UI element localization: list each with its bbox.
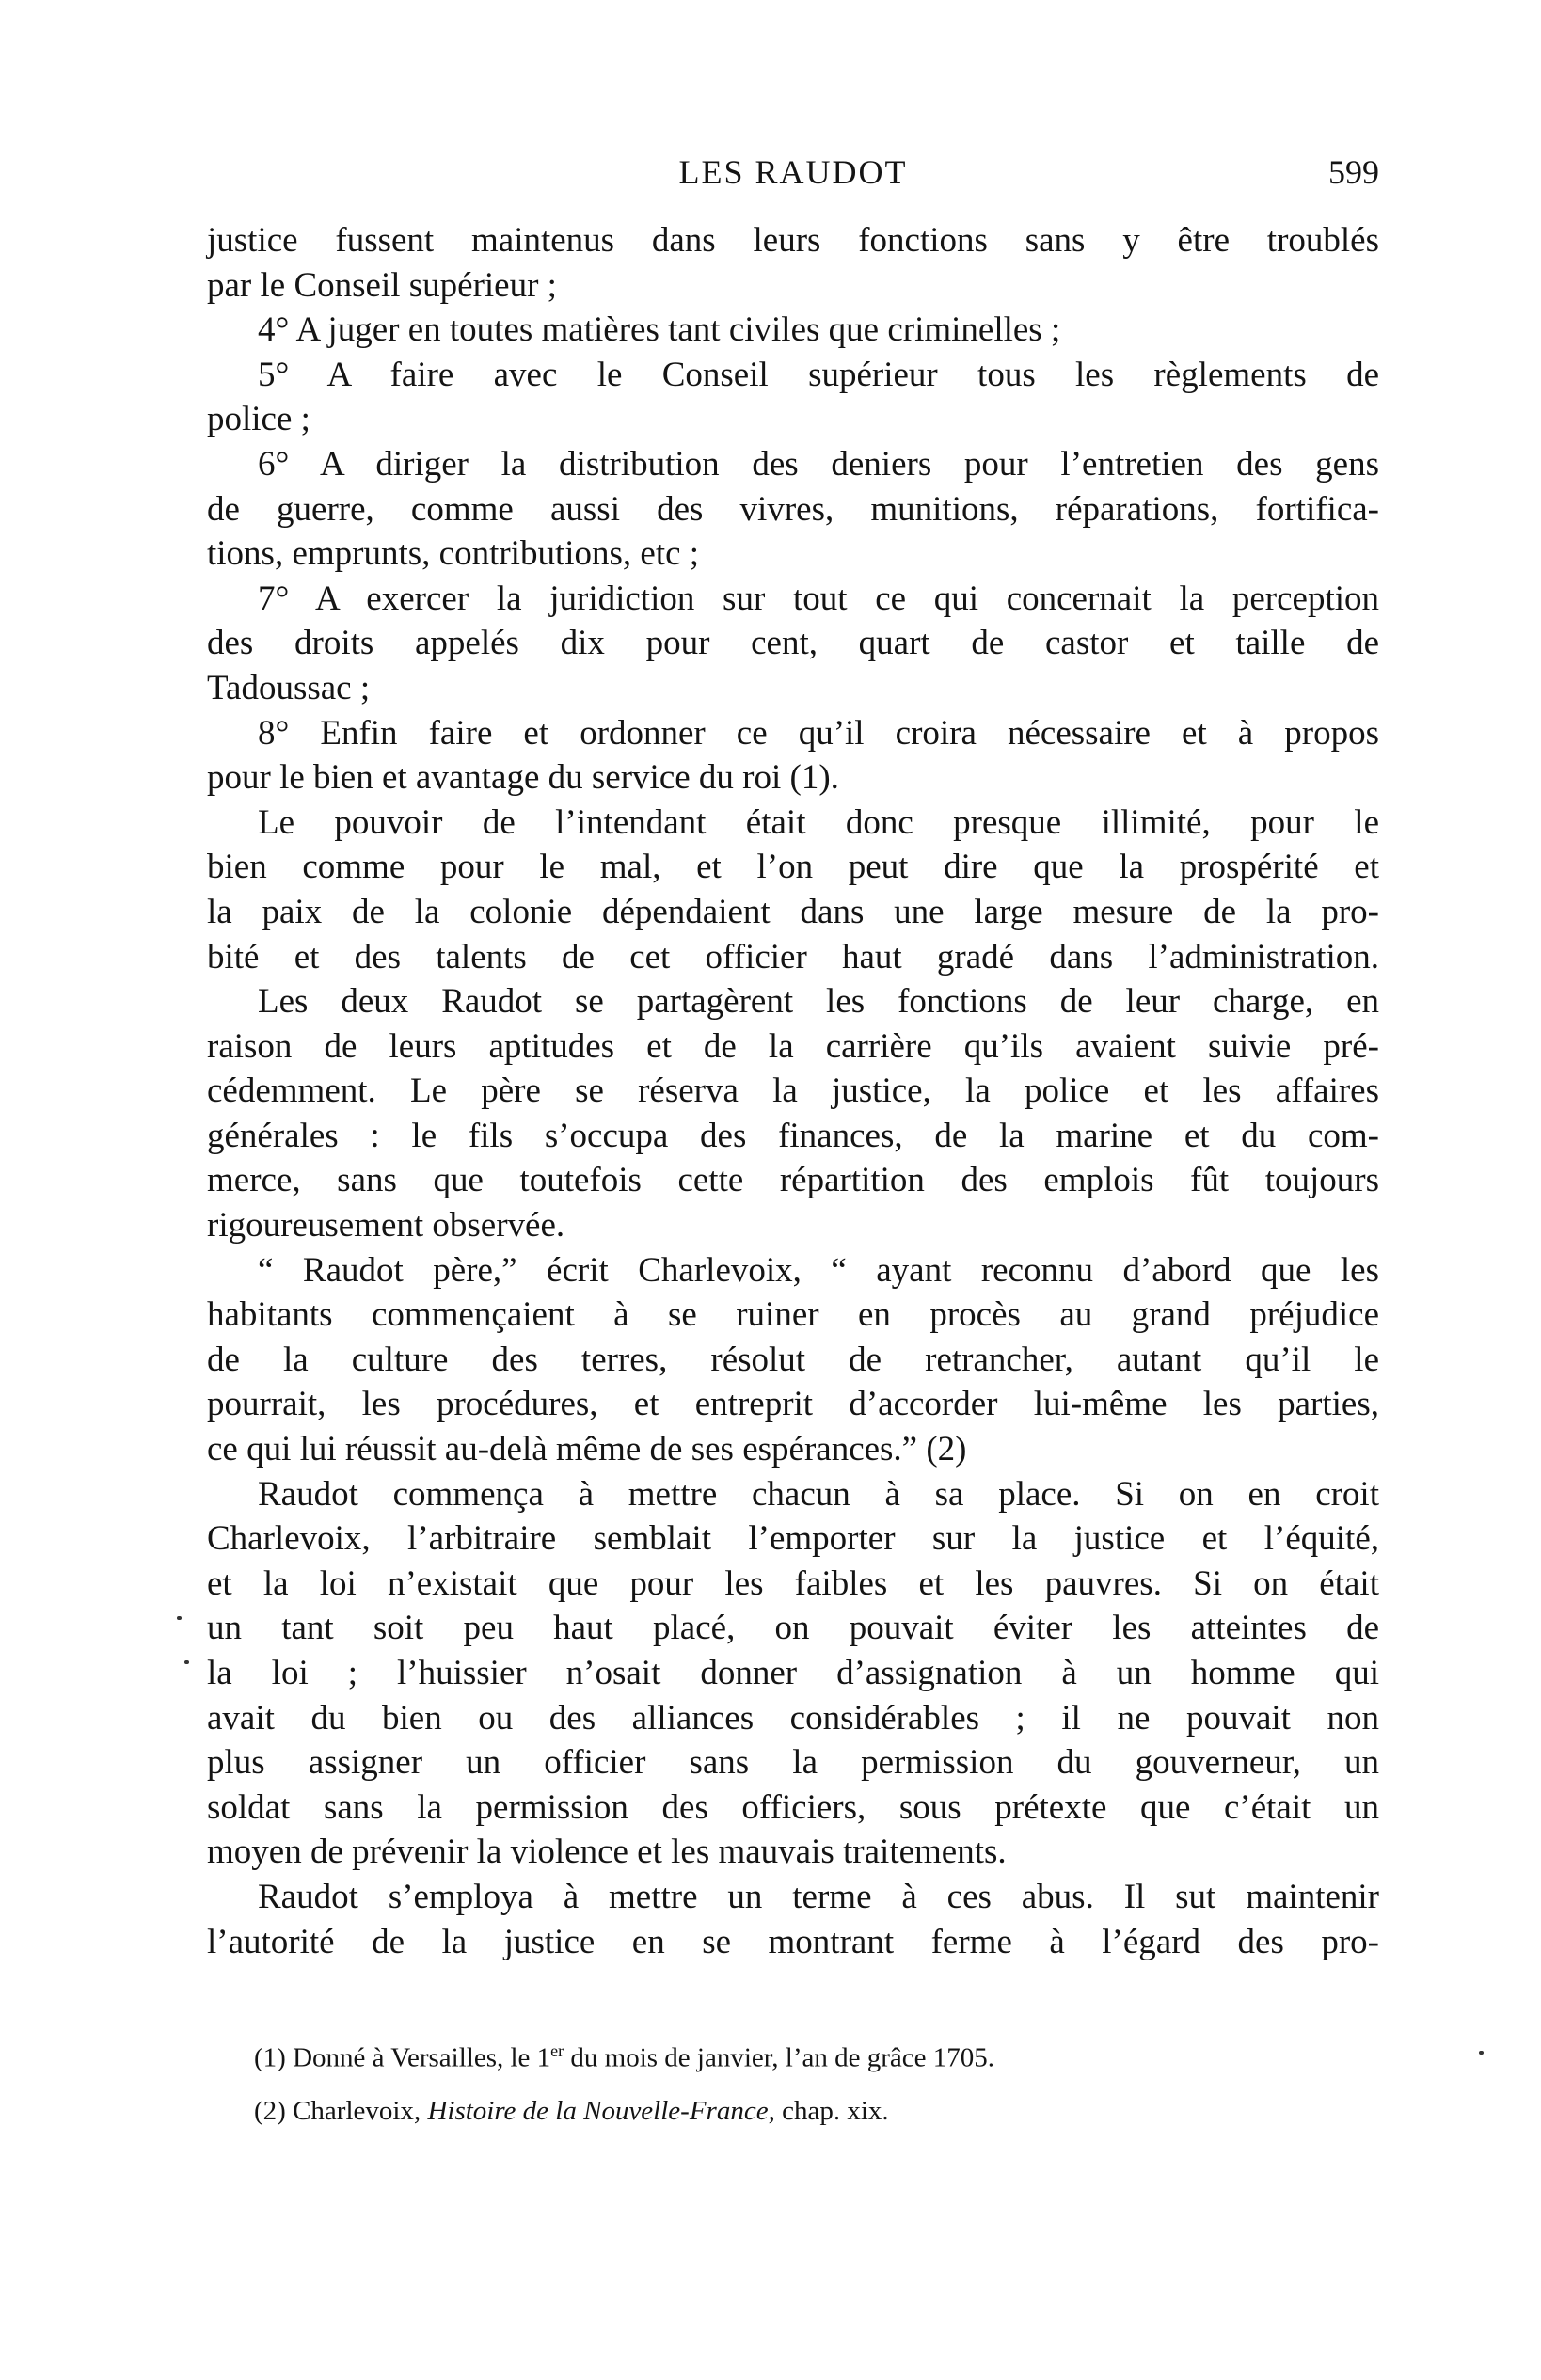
footnote-text: Charlevoix, bbox=[293, 2096, 428, 2126]
footnote-2 bbox=[254, 2090, 1336, 2132]
text-line: 8° Enfin faire et ordonner ce qu’il croira nécessaire et à propos bbox=[258, 713, 1379, 753]
text-line: bien comme pour le mal, et l’on peut dire que la prospérité et bbox=[207, 848, 1379, 887]
text-line: raison de leurs aptitudes et de la carrière qu’ils avaient suivie pré- bbox=[207, 1026, 1379, 1066]
text-line: moyen de prévenir la violence et les mauvais traitements. bbox=[207, 1833, 1007, 1872]
text-line: police ; bbox=[207, 400, 310, 439]
footnote-text: Donné à Versailles, le 1 bbox=[293, 2042, 551, 2073]
running-head-title: LES RAUDOT bbox=[678, 153, 908, 191]
text-line: 6° A diriger la distribution des deniers pour l’entretien des gens bbox=[258, 444, 1379, 484]
text-line: 5° A faire avec le Conseil supérieur tous les règlements de bbox=[258, 355, 1379, 394]
text-line: générales : le fils s’occupa des finances, de la marine et du com- bbox=[207, 1116, 1379, 1155]
text-line: la paix de la colonie dépendaient dans une large mesure de la pro- bbox=[207, 892, 1379, 931]
text-line: Raudot s’employa à mettre un terme à ces abus. Il sut maintenir bbox=[258, 1877, 1379, 1916]
text-line: 7° A exercer la juridiction sur tout ce qui concernait la perception bbox=[258, 579, 1379, 618]
running-head bbox=[207, 149, 1379, 196]
text-line: 4° A juger en toutes matières tant civiles que criminelles ; bbox=[258, 310, 1061, 350]
text-line: ce qui lui réussit au-delà même de ses espérances.” (2) bbox=[207, 1430, 967, 1469]
text-line: tions, emprunts, contributions, etc ; bbox=[207, 534, 700, 574]
text-line: de la culture des terres, résolut de retrancher, autant qu’il le bbox=[207, 1340, 1379, 1379]
footnote-book-title: Histoire de la Nouvelle-France bbox=[427, 2096, 769, 2126]
text-line: de guerre, comme aussi des vivres, munitions, réparations, fortifica- bbox=[207, 489, 1379, 529]
text-line: par le Conseil supérieur ; bbox=[207, 265, 557, 305]
text-line: et la loi n’existait que pour les faibles et les pauvres. Si on était bbox=[207, 1563, 1379, 1603]
body-text bbox=[207, 218, 1379, 1964]
text-line: un tant soit peu haut placé, on pouvait éviter les atteintes de bbox=[207, 1609, 1379, 1648]
text-line: des droits appelés dix pour cent, quart de castor et taille de bbox=[207, 624, 1379, 663]
scan-speck bbox=[1479, 2051, 1484, 2055]
text-line: merce, sans que toutefois cette répartition des emplois fût toujours bbox=[207, 1161, 1379, 1200]
footnote-marker: (2) bbox=[254, 2096, 286, 2126]
text-line: soldat sans la permission des officiers, sous prétexte que c’était un bbox=[207, 1787, 1379, 1827]
footnote-1 bbox=[254, 2030, 1336, 2071]
footnote-marker: (1) bbox=[254, 2042, 286, 2073]
scan-speck bbox=[177, 1616, 182, 1620]
footnote-text: , chap. xix. bbox=[768, 2096, 889, 2126]
text-line: bité et des talents de cet officier haut gradé dans l’administration. bbox=[207, 937, 1379, 976]
text-line: cédemment. Le père se réserva la justice, la police et les affaires bbox=[207, 1071, 1379, 1111]
text-line: la loi ; l’huissier n’osait donner d’assignation à un homme qui bbox=[207, 1654, 1379, 1692]
text-line: Raudot commença à mettre chacun à sa place. Si on en croit bbox=[258, 1474, 1379, 1514]
footnote-superscript: er bbox=[550, 2041, 564, 2060]
text-line: avait du bien ou des alliances considérables ; il ne pouvait non bbox=[207, 1698, 1379, 1737]
text-line: rigoureusement observée. bbox=[207, 1206, 565, 1246]
text-line: Tadoussac ; bbox=[207, 668, 371, 707]
footnote-text: du mois de janvier, l’an de grâce 1705. bbox=[564, 2042, 995, 2073]
scan-speck bbox=[184, 1660, 189, 1664]
text-line: Le pouvoir de l’intendant était donc presque illimité, pour le bbox=[258, 802, 1379, 842]
text-line: plus assigner un officier sans la permission du gouverneur, un bbox=[207, 1743, 1379, 1783]
page-number: 599 bbox=[1328, 153, 1379, 191]
text-line: habitants commençaient à se ruiner en procès au grand préjudice bbox=[207, 1295, 1379, 1335]
text-line: “ Raudot père,” écrit Charlevoix, “ ayant reconnu d’abord que les bbox=[258, 1250, 1379, 1290]
text-line: Charlevoix, l’arbitraire semblait l’emporter sur la justice et l’équité, bbox=[207, 1519, 1379, 1559]
text-line: pourrait, les procédures, et entreprit d’accorder lui-même les parties, bbox=[207, 1385, 1379, 1424]
text-line: justice fussent maintenus dans leurs fonctions sans y être troublés bbox=[207, 221, 1379, 260]
text-line: l’autorité de la justice en se montrant ferme à l’égard des pro- bbox=[207, 1922, 1379, 1961]
footnotes bbox=[254, 2030, 1336, 2150]
text-line: Les deux Raudot se partagèrent les fonctions de leur charge, en bbox=[258, 982, 1379, 1022]
text-line: pour le bien et avantage du service du roi (1). bbox=[207, 758, 839, 798]
